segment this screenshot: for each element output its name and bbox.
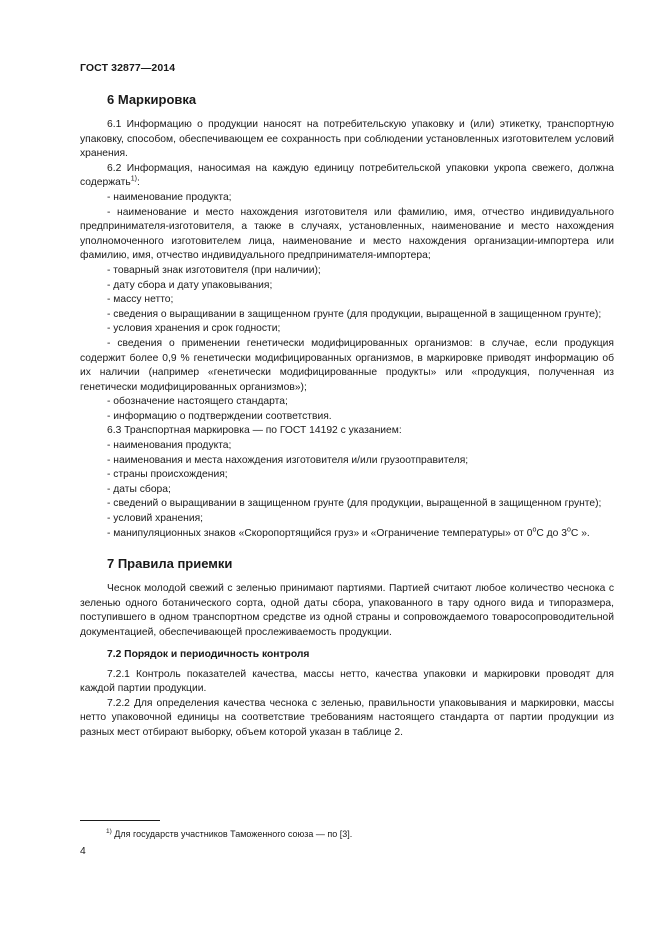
temp-text-c: С ». <box>570 527 590 539</box>
list-item: - даты сбора; <box>107 483 171 495</box>
subsection-7-2-heading: 7.2 Порядок и периодичность контроля <box>107 648 310 660</box>
list-item: - наименования и места нахождения изготовителя и/или грузоотправителя; <box>107 454 469 466</box>
footnote-marker: 1) <box>106 828 112 835</box>
section-7-heading: 7 Правила приемки <box>107 556 233 572</box>
footnote-ref: 1) <box>130 175 137 183</box>
degree-sup: о <box>567 526 571 534</box>
paragraph-7-1: Чеснок молодой свежий с зеленью принимают партиями. Партией считают любое количество чеснока с зеленью одного ботанического сорта, одной даты сбора, упакованного в тару одного вида и типоразмера, поступившего в одном транспортном средстве из одной страны и сопровождаемого товаросопроводительной документацией, обеспечивающей прослеживаемость продукции. <box>80 583 614 638</box>
list-item: - дату сбора и дату упаковывания; <box>107 279 273 291</box>
temp-text-a: - манипуляционных знаков «Скоропортящийся груз» и «Ограничение температуры» от 0 <box>107 527 533 539</box>
list-item: - наименования продукта; <box>107 440 232 452</box>
list-item: - страны происхождения; <box>107 469 228 481</box>
paragraph-6-2-tail: : <box>136 177 140 189</box>
paragraph-6-3: 6.3 Транспортная маркировка — по ГОСТ 14192 с указанием: <box>107 425 402 437</box>
list-item: - обозначение настоящего стандарта; <box>107 396 288 408</box>
list-item: - сведения о выращивании в защищенном грунте (для продукции, выращенной в защищенном грунте); <box>107 308 602 320</box>
paragraph-6-2-text: 6.2 Информация, наносимая на каждую единицу потребительской упаковки укропа свежего, должна содержать <box>80 162 614 189</box>
list-item: - товарный знак изготовителя (при наличии); <box>107 264 321 276</box>
list-item: - массу нетто; <box>107 294 174 306</box>
list-item: - условий хранения; <box>107 513 204 525</box>
list-item: - информацию о подтверждении соответствия. <box>107 410 332 422</box>
list-item: - наименование продукта; <box>107 191 232 203</box>
footnote <box>106 828 352 840</box>
page-number: 4 <box>80 846 86 857</box>
document-code: ГОСТ 32877—2014 <box>80 62 176 74</box>
footnote-text: Для государств участников Таможенного союза — по [3]. <box>114 829 353 839</box>
footnote-divider <box>80 820 160 821</box>
paragraph-7-2-2: 7.2.2 Для определения качества чеснока с зеленью, правильности упаковывания и маркировки, массы нетто упаковочной единицы на соответствие требованиям настоящего стандарта от партии продукции из разных мест отбирают выборку, объем которой указан в таблице 2. <box>80 697 614 738</box>
list-item: - сведения о применении генетически модифицированных организмов: в случае, если продукция содержит более 0,9 % генетически модифицированных организмов, в маркировке приводят информацию об их наличии (например «генетически модифицированные продукты» или «продукция, полученная из генетически модифицированных организмов»); <box>80 337 614 393</box>
paragraph-6-2 <box>80 162 614 191</box>
temp-text-b: С до 3 <box>536 527 567 539</box>
page-content <box>80 92 614 741</box>
degree-sup: о <box>532 526 537 534</box>
list-item-temperature <box>80 527 614 542</box>
list-item: - условия хранения и срок годности; <box>107 323 281 335</box>
section-6-heading: 6 Маркировка <box>107 92 197 107</box>
list-item: - наименование и место нахождения изготовителя или фамилию, имя, отчество индивидуального предпринимателя-изготовителя, а также в случаях, установленных, наименование и место нахождения уполномоченного изготовителем лица, наименование и место нахождения организации-импортера или фамилию, имя, отчество индивидуального предпринимателя-импортера; <box>80 206 614 262</box>
paragraph-7-2-1: 7.2.1 Контроль показателей качества, массы нетто, качества упаковки и маркировки проводят для каждой партии продукции. <box>80 668 614 695</box>
list-item: - сведений о выращивании в защищенном грунте (для продукции, выращенной в защищенном грунте); <box>107 498 602 510</box>
paragraph-6-1: 6.1 Информацию о продукции наносят на потребительскую упаковку и (или) этикетку, транспортную упаковку, способом, обеспечивающем ее сохранность при соблюдении установленных изготовителем условий хранения. <box>80 119 614 160</box>
